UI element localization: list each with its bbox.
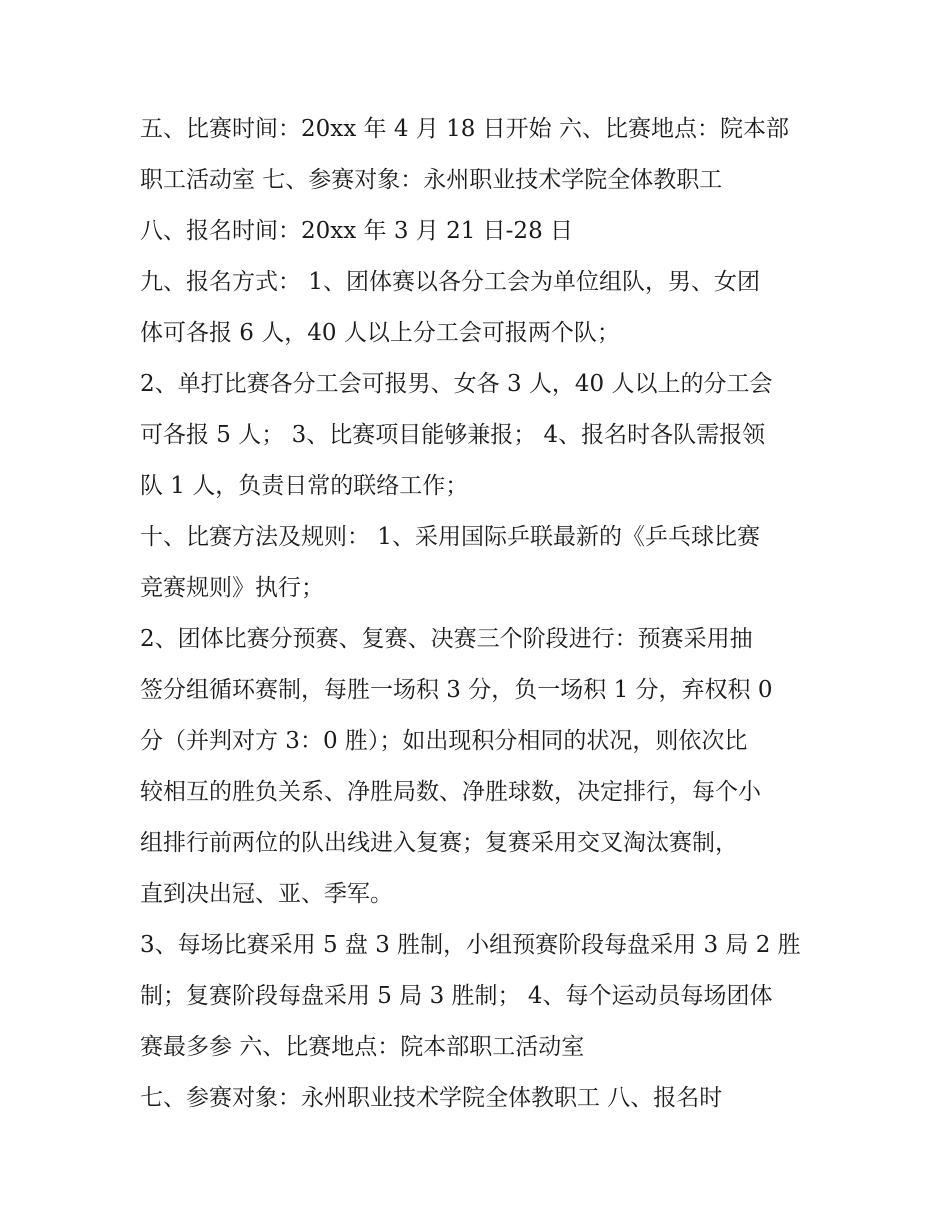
text-line: 3、每场比赛采用 5 盘 3 胜制，小组预赛阶段每盘采用 3 局 2 胜: [140, 932, 801, 958]
document-body: [140, 104, 830, 1124]
text-line: 五、比赛时间：20xx 年 4 月 18 日开始 六、比赛地点：院本部: [140, 116, 789, 142]
text-line: 可各报 5 人； 3、比赛项目能够兼报； 4、报名时各队需报领: [140, 422, 766, 448]
text-line: 体可各报 6 人，40 人以上分工会可报两个队；: [140, 320, 620, 346]
text-line: 七、参赛对象：永州职业技术学院全体教职工 八、报名时: [140, 1085, 723, 1111]
text-line: 八、报名时间：20xx 年 3 月 21 日-28 日: [140, 218, 574, 244]
text-line: 九、报名方式： 1、团体赛以各分工会为单位组队，男、女团: [140, 269, 760, 295]
text-line: 签分组循环赛制，每胜一场积 3 分，负一场积 1 分，弃权积 0: [140, 677, 773, 703]
text-line: 组排行前两位的队出线进入复赛；复赛采用交叉淘汰赛制，: [140, 830, 738, 856]
text-line: 直到决出冠、亚、季军。: [140, 881, 393, 907]
text-line: 2、团体比赛分预赛、复赛、决赛三个阶段进行：预赛采用抽: [140, 626, 753, 652]
text-line: 竞赛规则》执行；: [140, 575, 324, 601]
text-line: 2、单打比赛各分工会可报男、女各 3 人，40 人以上的分工会: [140, 371, 773, 397]
text-line: 十、比赛方法及规则： 1、采用国际乒联最新的《乒乓球比赛: [140, 524, 760, 550]
text-line: 职工活动室 七、参赛对象：永州职业技术学院全体教职工: [140, 167, 723, 193]
text-line: 制；复赛阶段每盘采用 5 局 3 胜制； 4、每个运动员每场团体: [140, 983, 773, 1009]
text-line: 队 1 人，负责日常的联络工作；: [140, 473, 469, 499]
text-line: 较相互的胜负关系、净胜局数、净胜球数，决定排行，每个小: [140, 779, 761, 805]
text-line: 分（并判对方 3：0 胜）；如出现积分相同的状况，则依次比: [140, 728, 748, 754]
text-line: 赛最多参 六、比赛地点：院本部职工活动室: [140, 1034, 585, 1060]
